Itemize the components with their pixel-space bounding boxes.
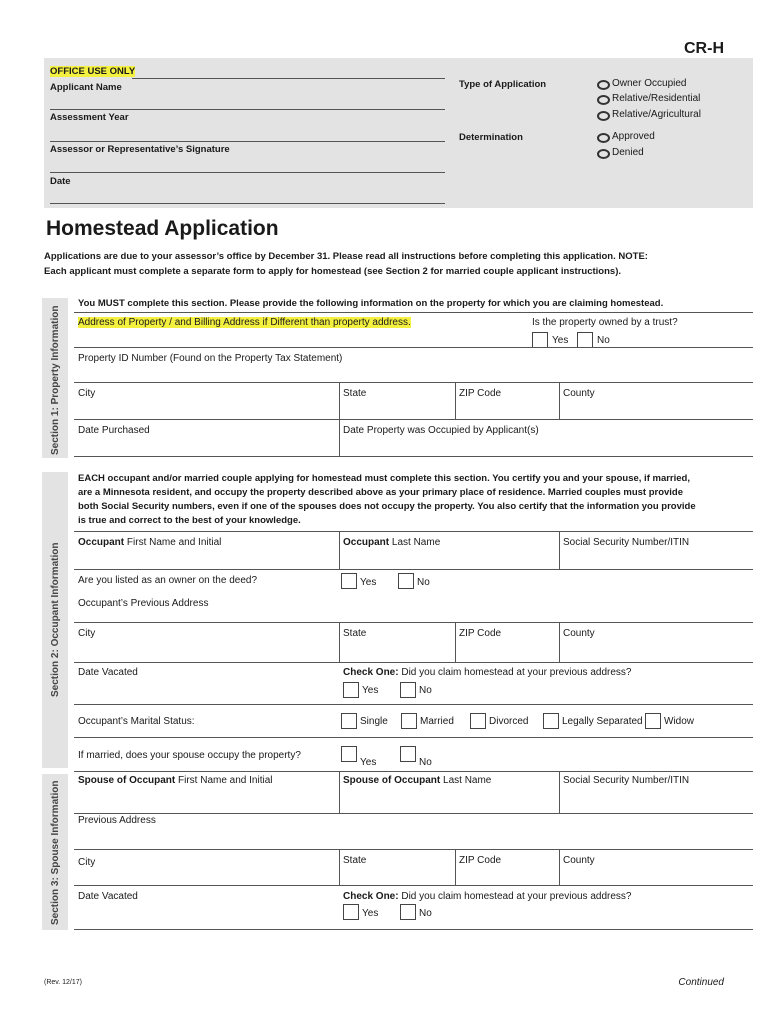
spouse-occupy-no-checkbox[interactable]: [400, 746, 416, 762]
s1-zip-label: ZIP Code: [459, 388, 502, 399]
s1-county-label: County: [563, 388, 595, 399]
section2-side-label: Section 2: Occupant Information: [50, 542, 61, 697]
s3-county-label: County: [563, 855, 595, 866]
date-label: Date: [50, 176, 71, 187]
occupant-ssn-label: Social Security Number/ITIN: [563, 537, 690, 548]
assessment-year-label: Assessment Year: [50, 112, 129, 123]
section1-side-label: Section 1: Property Information: [50, 305, 61, 455]
spouse-occupy-no-label: No: [419, 757, 432, 768]
office-use-label: OFFICE USE ONLY: [50, 66, 136, 77]
form-code: CR-H: [684, 40, 724, 57]
trust-no-label: No: [597, 335, 610, 346]
marital-separated-label: Legally Separated: [562, 716, 643, 727]
property-id-label: Property ID Number (Found on the Property Tax Statement): [78, 353, 343, 364]
spouse-first-name-label: Spouse of Occupant First Name and Initial: [78, 775, 273, 786]
section1-header: You MUST complete this section. Please provide the following information on the property for which you are claiming homestead.: [78, 298, 664, 309]
s3-date-vacated-label: Date Vacated: [78, 891, 138, 902]
s2-para-1: EACH occupant and/or married couple applying for homestead must complete this section. You certify you and your spouse, if married,: [78, 473, 690, 484]
s3-claim-question: Check One: Did you claim homestead at your previous address?: [343, 891, 632, 902]
applicant-name-label: Applicant Name: [50, 82, 122, 93]
s3-prev-address-label: Previous Address: [78, 815, 156, 826]
s3-claim-no-label: No: [419, 908, 432, 919]
trust-question: Is the property owned by a trust?: [532, 317, 678, 328]
deed-yes-label: Yes: [360, 577, 377, 588]
spouse-occupy-question: If married, does your spouse occupy the property?: [78, 750, 301, 761]
signature-line[interactable]: [50, 172, 445, 173]
approved-radio[interactable]: [597, 133, 610, 143]
intro-line-2: Each applicant must complete a separate form to apply for homestead (see Section 2 for married couple applicant instructions).: [44, 266, 621, 277]
date-occupied-label: Date Property was Occupied by Applicant(s): [343, 425, 539, 436]
deed-yes-checkbox[interactable]: [341, 573, 357, 589]
s2-para-4: is true and correct to the best of your knowledge.: [78, 515, 301, 526]
s1-city-label: City: [78, 388, 96, 399]
s2-para-2: are a Minnesota resident, and occupy the property described above as your primary place of residence. Married couples must provide: [78, 487, 684, 498]
continued-note: Continued: [678, 977, 724, 988]
occupant-first-name-label: Occupant First Name and Initial: [78, 537, 222, 548]
spouse-occupy-yes-label: Yes: [360, 757, 377, 768]
s3-claim-yes-label: Yes: [362, 908, 379, 919]
section3-side-label: Section 3: Spouse Information: [50, 780, 61, 925]
denied-radio[interactable]: [597, 149, 610, 159]
s1-state-label: State: [343, 388, 367, 399]
marital-single-label: Single: [360, 716, 388, 727]
spouse-ssn-label: Social Security Number/ITIN: [563, 775, 690, 786]
intro-line-1: Applications are due to your assessor’s office by December 31. Please read all instructions before completing this application. NOTE:: [44, 251, 648, 262]
s2-claim-yes-checkbox[interactable]: [343, 682, 359, 698]
date-purchased-label: Date Purchased: [78, 425, 150, 436]
occupant-prev-address-label: Occupant’s Previous Address: [78, 598, 209, 609]
trust-yes-label: Yes: [552, 335, 569, 346]
s2-claim-question: Check One: Did you claim homestead at your previous address?: [343, 667, 632, 678]
property-address-label: Address of Property / and Billing Address if Different than property address.: [78, 317, 411, 328]
denied-label: Denied: [612, 147, 644, 158]
trust-yes-checkbox[interactable]: [532, 332, 548, 348]
s3-claim-yes-checkbox[interactable]: [343, 904, 359, 920]
relative-residential-radio[interactable]: [597, 95, 610, 105]
assessment-year-line[interactable]: [50, 141, 445, 142]
s2-date-vacated-label: Date Vacated: [78, 667, 138, 678]
date-line[interactable]: [50, 203, 445, 204]
deed-no-label: No: [417, 577, 430, 588]
s2-state-label: State: [343, 628, 367, 639]
marital-separated-checkbox[interactable]: [543, 713, 559, 729]
signature-label: Assessor or Representative’s Signature: [50, 144, 230, 155]
s2-claim-no-checkbox[interactable]: [400, 682, 416, 698]
deed-no-checkbox[interactable]: [398, 573, 414, 589]
marital-widow-label: Widow: [664, 716, 695, 727]
marital-divorced-label: Divorced: [489, 716, 529, 727]
marital-widow-checkbox[interactable]: [645, 713, 661, 729]
marital-status-label: Occupant’s Marital Status:: [78, 716, 195, 727]
marital-divorced-checkbox[interactable]: [470, 713, 486, 729]
relative-agricultural-label: Relative/Agricultural: [612, 109, 701, 120]
spouse-last-name-label: Spouse of Occupant Last Name: [343, 775, 492, 786]
s3-city-label: City: [78, 857, 96, 868]
revision-note: (Rev. 12/17): [44, 979, 82, 986]
owner-occupied-label: Owner Occupied: [612, 78, 687, 89]
s3-claim-no-checkbox[interactable]: [400, 904, 416, 920]
spouse-occupy-yes-checkbox[interactable]: [341, 746, 357, 762]
s3-zip-label: ZIP Code: [459, 855, 502, 866]
s2-claim-no-label: No: [419, 685, 432, 696]
approved-label: Approved: [612, 131, 655, 142]
marital-married-checkbox[interactable]: [401, 713, 417, 729]
s2-zip-label: ZIP Code: [459, 628, 502, 639]
page-title: Homestead Application: [46, 217, 279, 240]
s2-city-label: City: [78, 628, 96, 639]
trust-no-checkbox[interactable]: [577, 332, 593, 348]
s3-state-label: State: [343, 855, 367, 866]
occupant-last-name-label: Occupant Last Name: [343, 537, 441, 548]
type-of-application-label: Type of Application: [459, 79, 547, 90]
determination-label: Determination: [459, 132, 523, 143]
s2-para-3: both Social Security numbers, even if one of the spouses does not occupy the property. You also certify that the information you provide: [78, 501, 696, 512]
applicant-name-line[interactable]: [50, 109, 445, 110]
relative-residential-label: Relative/Residential: [612, 93, 701, 104]
owner-occupied-radio[interactable]: [597, 80, 610, 90]
marital-married-label: Married: [420, 716, 454, 727]
relative-agricultural-radio[interactable]: [597, 111, 610, 121]
s2-county-label: County: [563, 628, 595, 639]
owner-deed-question: Are you listed as an owner on the deed?: [78, 575, 258, 586]
s2-claim-yes-label: Yes: [362, 685, 379, 696]
marital-single-checkbox[interactable]: [341, 713, 357, 729]
